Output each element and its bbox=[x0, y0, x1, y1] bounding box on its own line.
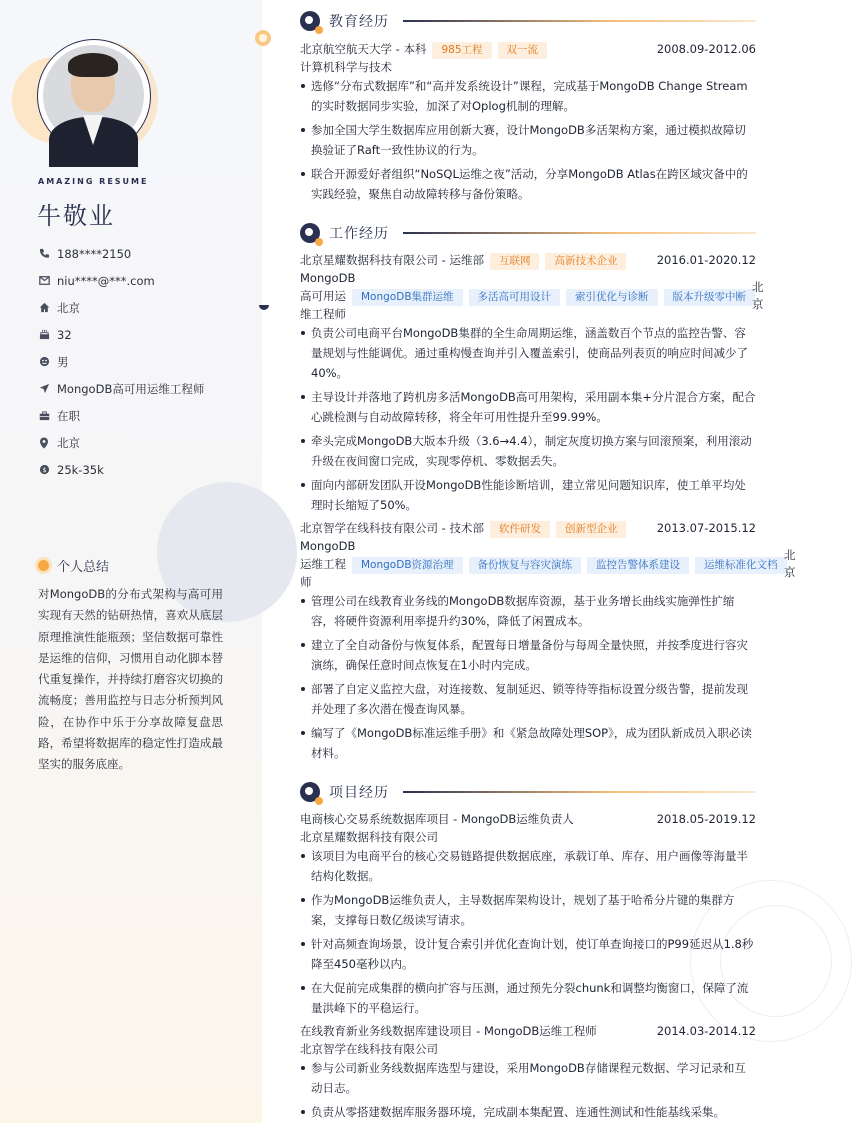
location-icon bbox=[38, 437, 50, 449]
info-value: 25k-35k bbox=[57, 462, 104, 477]
company-tag: 互联网 bbox=[490, 253, 540, 270]
brand-label: AMAZING RESUME bbox=[38, 177, 149, 186]
job-role: MongoDB bbox=[300, 539, 356, 553]
info-value: 在职 bbox=[57, 408, 80, 423]
project-company: 北京星耀数据科技有限公司 bbox=[300, 830, 438, 844]
bullet-item: 管理公司在线教育业务线的MongoDB数据库资源，基于业务增长曲线实施弹性扩缩容，将硬件资源利用率提升约30%，降低了闲置成本。 bbox=[300, 591, 756, 631]
school-tag: 985工程 bbox=[432, 42, 491, 59]
job-bullets bbox=[300, 591, 756, 767]
info-value: 北京 bbox=[57, 300, 80, 315]
education-bullets bbox=[300, 76, 756, 208]
info-city bbox=[38, 429, 248, 456]
personal-info-list bbox=[38, 240, 248, 483]
bullet-item: 参与公司新业务线数据库选型与建设，采用MongoDB存储课程元数据、学习记录和互动日志。 bbox=[300, 1058, 756, 1098]
company-tag: 高新技术企业 bbox=[545, 253, 626, 270]
skill-tag: 监控告警体系建设 bbox=[587, 557, 689, 574]
job-skills-row bbox=[300, 287, 770, 305]
bullet-item: 针对高频查询场景，设计复合索引并优化查询计划，使订单查询接口的P99延迟从1.8秒降至450毫秒以内。 bbox=[300, 934, 756, 974]
bullet-item: 参加全国大学生数据库应用创新大赛，设计MongoDB多活架构方案，通过模拟故障切换验证了Raft一致性协议的行为。 bbox=[300, 120, 756, 160]
company-name: 北京星耀数据科技有限公司 - 运维部 bbox=[300, 253, 484, 267]
skill-tag: 运维标准化文档 bbox=[695, 557, 787, 574]
education-entry bbox=[300, 40, 756, 58]
candidate-name: 牛敬业 bbox=[37, 202, 115, 230]
info-email bbox=[38, 267, 248, 294]
bullet-item: 该项目为电商平台的核心交易链路提供数据底座，承载订单、库存、用户画像等海量半结构化数据。 bbox=[300, 846, 756, 886]
money-icon bbox=[38, 464, 50, 476]
education-section-header bbox=[300, 11, 756, 31]
project-name: 在线教育新业务线数据库建设项目 - MongoDB运维工程师 bbox=[300, 1024, 597, 1038]
project-date: 2014.03-2014.12 bbox=[656, 1024, 756, 1038]
sidebar bbox=[0, 0, 262, 1123]
section-title: 工作经历 bbox=[329, 226, 389, 242]
section-divider bbox=[403, 232, 756, 234]
job-role: MongoDB bbox=[300, 271, 356, 285]
info-salary bbox=[38, 456, 248, 483]
company-tag: 创新型企业 bbox=[556, 521, 627, 538]
section-title: 教育经历 bbox=[329, 14, 389, 30]
skill-tag: 备份恢复与容灾演练 bbox=[469, 557, 582, 574]
bullet-item: 在大促前完成集群的横向扩容与压测，通过预先分裂chunk和调整均衡窗口，保障了流量洪峰下的平稳运行。 bbox=[300, 978, 756, 1018]
work-section-header bbox=[300, 223, 756, 243]
bullet-item: 联合开源爱好者组织“NoSQL运维之夜”活动，分享MongoDB Atlas在跨区域灾备中的实践经验，聚焦自动故障转移与备份策略。 bbox=[300, 164, 756, 204]
gender-icon bbox=[38, 356, 50, 368]
section-icon bbox=[300, 782, 320, 802]
cake-icon bbox=[38, 329, 50, 341]
company-tag: 软件研发 bbox=[490, 521, 550, 538]
school-name: 北京航空航天大学 - 本科 bbox=[300, 42, 427, 56]
skill-tag: 版本升级零中断 bbox=[664, 289, 756, 306]
summary-title: 个人总结 bbox=[57, 560, 110, 575]
job-entry bbox=[300, 251, 756, 269]
section-divider bbox=[403, 791, 756, 793]
bullet-item: 作为MongoDB运维负责人，主导数据库架构设计，规划了基于哈希分片键的集群方案，支撑每日数亿级读写请求。 bbox=[300, 890, 756, 930]
project-entry bbox=[300, 1022, 756, 1040]
job-bullets bbox=[300, 323, 756, 519]
section-title: 项目经历 bbox=[329, 785, 389, 801]
job-skills-row bbox=[300, 555, 790, 573]
send-icon bbox=[38, 383, 50, 395]
summary-heading bbox=[38, 556, 109, 575]
avatar bbox=[37, 39, 151, 153]
section-icon bbox=[300, 223, 320, 243]
info-phone bbox=[38, 240, 248, 267]
project-name: 电商核心交易系统数据库项目 - MongoDB运维负责人 bbox=[300, 812, 574, 826]
decorative-dot bbox=[255, 30, 271, 46]
info-value: niu****@***.com bbox=[57, 273, 155, 288]
info-age bbox=[38, 321, 248, 348]
info-value: MongoDB高可用运维工程师 bbox=[57, 381, 205, 396]
summary-text: 对MongoDB的分布式架构与高可用实现有天然的钻研热情，喜欢从底层原理推演性能瓶颈；坚信数据可靠性是运维的信仰，习惯用自动化脚本替代重复操作，并持续打磨容灾切换的流畅度；善用监控与日志分析预判风险，在协作中乐于分享故障复盘思路，希望将数据库的稳定性打造成最坚实的服务底座。 bbox=[38, 587, 223, 772]
info-value: 男 bbox=[57, 354, 69, 369]
company-name: 北京智学在线科技有限公司 - 技术部 bbox=[300, 521, 484, 535]
job-city: 北京 bbox=[784, 548, 796, 579]
phone-icon bbox=[38, 248, 50, 260]
info-status bbox=[38, 402, 248, 429]
briefcase-icon bbox=[38, 410, 50, 422]
section-divider bbox=[403, 20, 756, 22]
project-bullets bbox=[300, 846, 756, 1022]
bullet-item: 面向内部研发团队开设MongoDB性能诊断培训，建立常见问题知识库，使工单平均处理时长缩短了50%。 bbox=[300, 475, 756, 515]
info-value: 北京 bbox=[57, 435, 80, 450]
info-home bbox=[38, 294, 248, 321]
major: 计算机科学与技术 bbox=[300, 60, 392, 74]
info-gender bbox=[38, 348, 248, 375]
bullet-item: 部署了自定义监控大盘，对连接数、复制延迟、锁等待等指标设置分级告警，提前发现并处理了多次潜在慢查询风暴。 bbox=[300, 679, 756, 719]
project-bullets bbox=[300, 1058, 756, 1126]
job-role: 维工程师 bbox=[300, 307, 346, 321]
skill-tag: MongoDB资源治理 bbox=[352, 557, 463, 574]
mail-icon bbox=[38, 275, 50, 287]
home-icon bbox=[38, 302, 50, 314]
section-icon bbox=[300, 11, 320, 31]
job-role: 师 bbox=[300, 575, 312, 589]
project-section-header bbox=[300, 782, 756, 802]
summary-dot-icon bbox=[38, 560, 49, 571]
skill-tag: 索引优化与诊断 bbox=[566, 289, 658, 306]
bullet-item: 编写了《MongoDB标准运维手册》和《紧急故障处理SOP》，成为团队新成员入职必读材料。 bbox=[300, 723, 756, 763]
project-entry bbox=[300, 810, 756, 828]
bullet-item: 牵头完成MongoDB大版本升级（3.6→4.4），制定灰度切换方案与回滚预案，利用滚动升级在夜间窗口完成，实现零停机、零数据丢失。 bbox=[300, 431, 756, 471]
bullet-item: 负责从零搭建数据库服务器环境，完成副本集配置、连通性测试和性能基线采集。 bbox=[300, 1102, 756, 1122]
skill-tag: 多活高可用设计 bbox=[469, 289, 561, 306]
project-date: 2018.05-2019.12 bbox=[656, 812, 756, 826]
bullet-item: 建立了全自动备份与恢复体系，配置每日增量备份与每周全量快照，并按季度进行容灾演练，确保任意时间点恢复在1小时内完成。 bbox=[300, 635, 756, 675]
info-value: 188****2150 bbox=[57, 246, 132, 261]
education-date: 2008.09-2012.06 bbox=[656, 42, 756, 56]
bullet-item: 主导设计并落地了跨机房多活MongoDB高可用架构，采用副本集+分片混合方案，配合心跳检测与自动故障转移，将全年可用性提升至99.99%。 bbox=[300, 387, 756, 427]
school-tag: 双一流 bbox=[498, 42, 548, 59]
info-position bbox=[38, 375, 248, 402]
bullet-item: 选修“分布式数据库”和“高并发系统设计”课程，完成基于MongoDB Change Stream的实时数据同步实验，加深了对Oplog机制的理解。 bbox=[300, 76, 756, 116]
job-role: 高可用运 bbox=[300, 289, 346, 303]
svg-text:$: $ bbox=[41, 465, 47, 474]
info-value: 32 bbox=[57, 327, 72, 342]
job-date: 2016.01-2020.12 bbox=[656, 253, 756, 267]
job-date: 2013.07-2015.12 bbox=[656, 521, 756, 535]
bullet-item: 负责公司电商平台MongoDB集群的全生命周期运维，涵盖数百个节点的监控告警、容量规划与性能调优。通过重构慢查询并引入覆盖索引，使商品列表页的响应时间减少了40%。 bbox=[300, 323, 756, 383]
project-company: 北京智学在线科技有限公司 bbox=[300, 1042, 438, 1056]
job-entry bbox=[300, 519, 756, 537]
skill-tag: MongoDB集群运维 bbox=[352, 289, 463, 306]
job-role: 运维工程 bbox=[300, 557, 346, 571]
avatar-photo bbox=[43, 45, 144, 146]
job-city: 北京 bbox=[752, 280, 764, 311]
